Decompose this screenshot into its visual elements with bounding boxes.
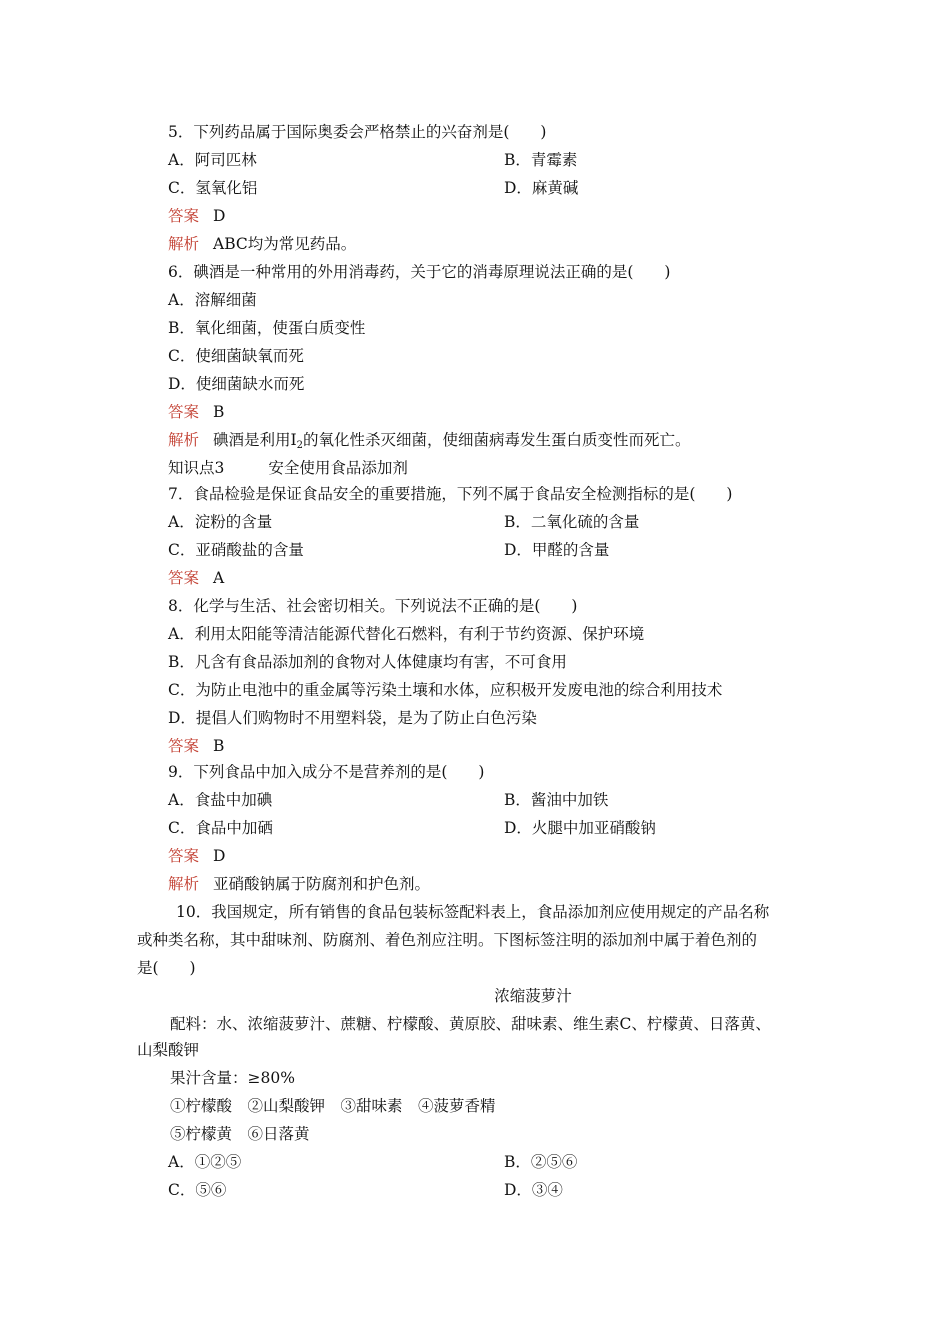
label-title: 浓缩菠萝汁 bbox=[494, 987, 572, 1005]
question-6-option-d: D．使细菌缺水而死 bbox=[168, 375, 305, 393]
items-line-2: ⑤柠檬黄 ⑥日落黄 bbox=[170, 1125, 310, 1143]
question-8-option-d: D．提倡人们购物时不用塑料袋，是为了防止白色污染 bbox=[168, 709, 537, 727]
question-5-stem: 5．下列药品属于国际奥委会严格禁止的兴奋剂是( ) bbox=[168, 123, 547, 141]
question-10-option-c: C．⑤⑥ bbox=[168, 1181, 227, 1199]
question-5-option-b: B．青霉素 bbox=[504, 151, 578, 169]
question-9-stem: 9．下列食品中加入成分不是营养剂的是( ) bbox=[168, 763, 485, 781]
analysis-text-post: 的氧化性杀灭细菌，使细菌病毒发生蛋白质变性而死亡。 bbox=[303, 431, 691, 449]
question-6-analysis bbox=[168, 430, 691, 456]
question-7-option-a: A．淀粉的含量 bbox=[168, 513, 273, 531]
analysis-label: 解析 bbox=[168, 431, 200, 449]
answer-label: 答案 bbox=[168, 569, 200, 587]
question-10-option-d: D．③④ bbox=[504, 1181, 563, 1199]
question-9-analysis bbox=[168, 874, 430, 894]
answer-label: 答案 bbox=[168, 847, 200, 865]
juice-content: 果汁含量：≥80% bbox=[170, 1069, 295, 1087]
question-6-option-a: A．溶解细菌 bbox=[168, 291, 257, 309]
question-5-option-d: D．麻黄碱 bbox=[504, 179, 579, 197]
question-6-stem: 6．碘酒是一种常用的外用消毒药，关于它的消毒原理说法正确的是( ) bbox=[168, 263, 671, 281]
question-8-stem: 8．化学与生活、社会密切相关。下列说法不正确的是( ) bbox=[168, 597, 578, 615]
question-7-stem: 7．食品检验是保证食品安全的重要措施，下列不属于食品安全检测指标的是( ) bbox=[168, 485, 733, 503]
answer-label: 答案 bbox=[168, 737, 200, 755]
analysis-text: 亚硝酸钠属于防腐剂和护色剂。 bbox=[213, 875, 431, 893]
question-8-option-b: B．凡含有食品添加剂的食物对人体健康均有害，不可食用 bbox=[168, 653, 567, 671]
analysis-label: 解析 bbox=[168, 235, 200, 253]
question-5-answer bbox=[168, 206, 225, 226]
question-7-option-c: C．亚硝酸盐的含量 bbox=[168, 541, 304, 559]
section-title: 安全使用食品添加剂 bbox=[268, 459, 408, 477]
answer-label: 答案 bbox=[168, 207, 200, 225]
answer-value: B bbox=[213, 403, 225, 421]
question-6-option-b: B．氧化细菌，使蛋白质变性 bbox=[168, 319, 366, 337]
question-9-option-a: A．食盐中加碘 bbox=[168, 791, 273, 809]
question-5-analysis bbox=[168, 234, 356, 254]
question-10-stem-line-2: 或种类名称，其中甜味剂、防腐剂、着色剂应注明。下图标签注明的添加剂中属于着色剂的 bbox=[137, 931, 758, 949]
analysis-subscript: 2 bbox=[296, 440, 304, 451]
ingredients-line-1: 配料：水、浓缩菠萝汁、蔗糖、柠檬酸、黄原胶、甜味素、维生素C、柠檬黄、日落黄、 bbox=[170, 1015, 771, 1033]
question-7-option-b: B．二氧化硫的含量 bbox=[504, 513, 640, 531]
answer-value: D bbox=[213, 847, 226, 865]
question-10-option-a: A．①②⑤ bbox=[168, 1153, 242, 1171]
question-9-option-d: D．火腿中加亚硝酸钠 bbox=[504, 819, 656, 837]
question-9-option-b: B．酱油中加铁 bbox=[504, 791, 609, 809]
question-5-option-c: C．氢氧化铝 bbox=[168, 179, 258, 197]
answer-value: D bbox=[213, 207, 226, 225]
question-10-stem-line-3: 是( ) bbox=[137, 959, 196, 977]
question-6-option-c: C．使细菌缺氧而死 bbox=[168, 347, 304, 365]
question-9-answer bbox=[168, 846, 225, 866]
analysis-label: 解析 bbox=[168, 875, 200, 893]
section-heading bbox=[168, 458, 408, 478]
answer-label: 答案 bbox=[168, 403, 200, 421]
question-10-option-b: B．②⑤⑥ bbox=[504, 1153, 578, 1171]
analysis-text-pre: 碘酒是利用I bbox=[213, 431, 297, 449]
analysis-text: ABC均为常见药品。 bbox=[213, 235, 357, 253]
answer-value: B bbox=[213, 737, 225, 755]
items-line-1: ①柠檬酸 ②山梨酸钾 ③甜味素 ④菠萝香精 bbox=[170, 1097, 496, 1115]
ingredients-line-2: 山梨酸钾 bbox=[137, 1041, 200, 1059]
question-8-option-c: C．为防止电池中的重金属等污染土壤和水体，应积极开发废电池的综合利用技术 bbox=[168, 681, 723, 699]
answer-value: A bbox=[213, 569, 225, 587]
question-7-answer bbox=[168, 568, 224, 588]
question-7-option-d: D．甲醛的含量 bbox=[504, 541, 610, 559]
question-10-stem-line-1: 10．我国规定，所有销售的食品包装标签配料表上，食品添加剂应使用规定的产品名称 bbox=[176, 903, 770, 921]
section-label: 知识点3 bbox=[168, 459, 225, 477]
question-9-option-c: C．食品中加硒 bbox=[168, 819, 273, 837]
question-6-answer bbox=[168, 402, 224, 422]
question-8-option-a: A．利用太阳能等清洁能源代替化石燃料，有利于节约资源、保护环境 bbox=[168, 625, 645, 643]
question-8-answer bbox=[168, 736, 224, 756]
question-5-option-a: A．阿司匹林 bbox=[168, 151, 257, 169]
